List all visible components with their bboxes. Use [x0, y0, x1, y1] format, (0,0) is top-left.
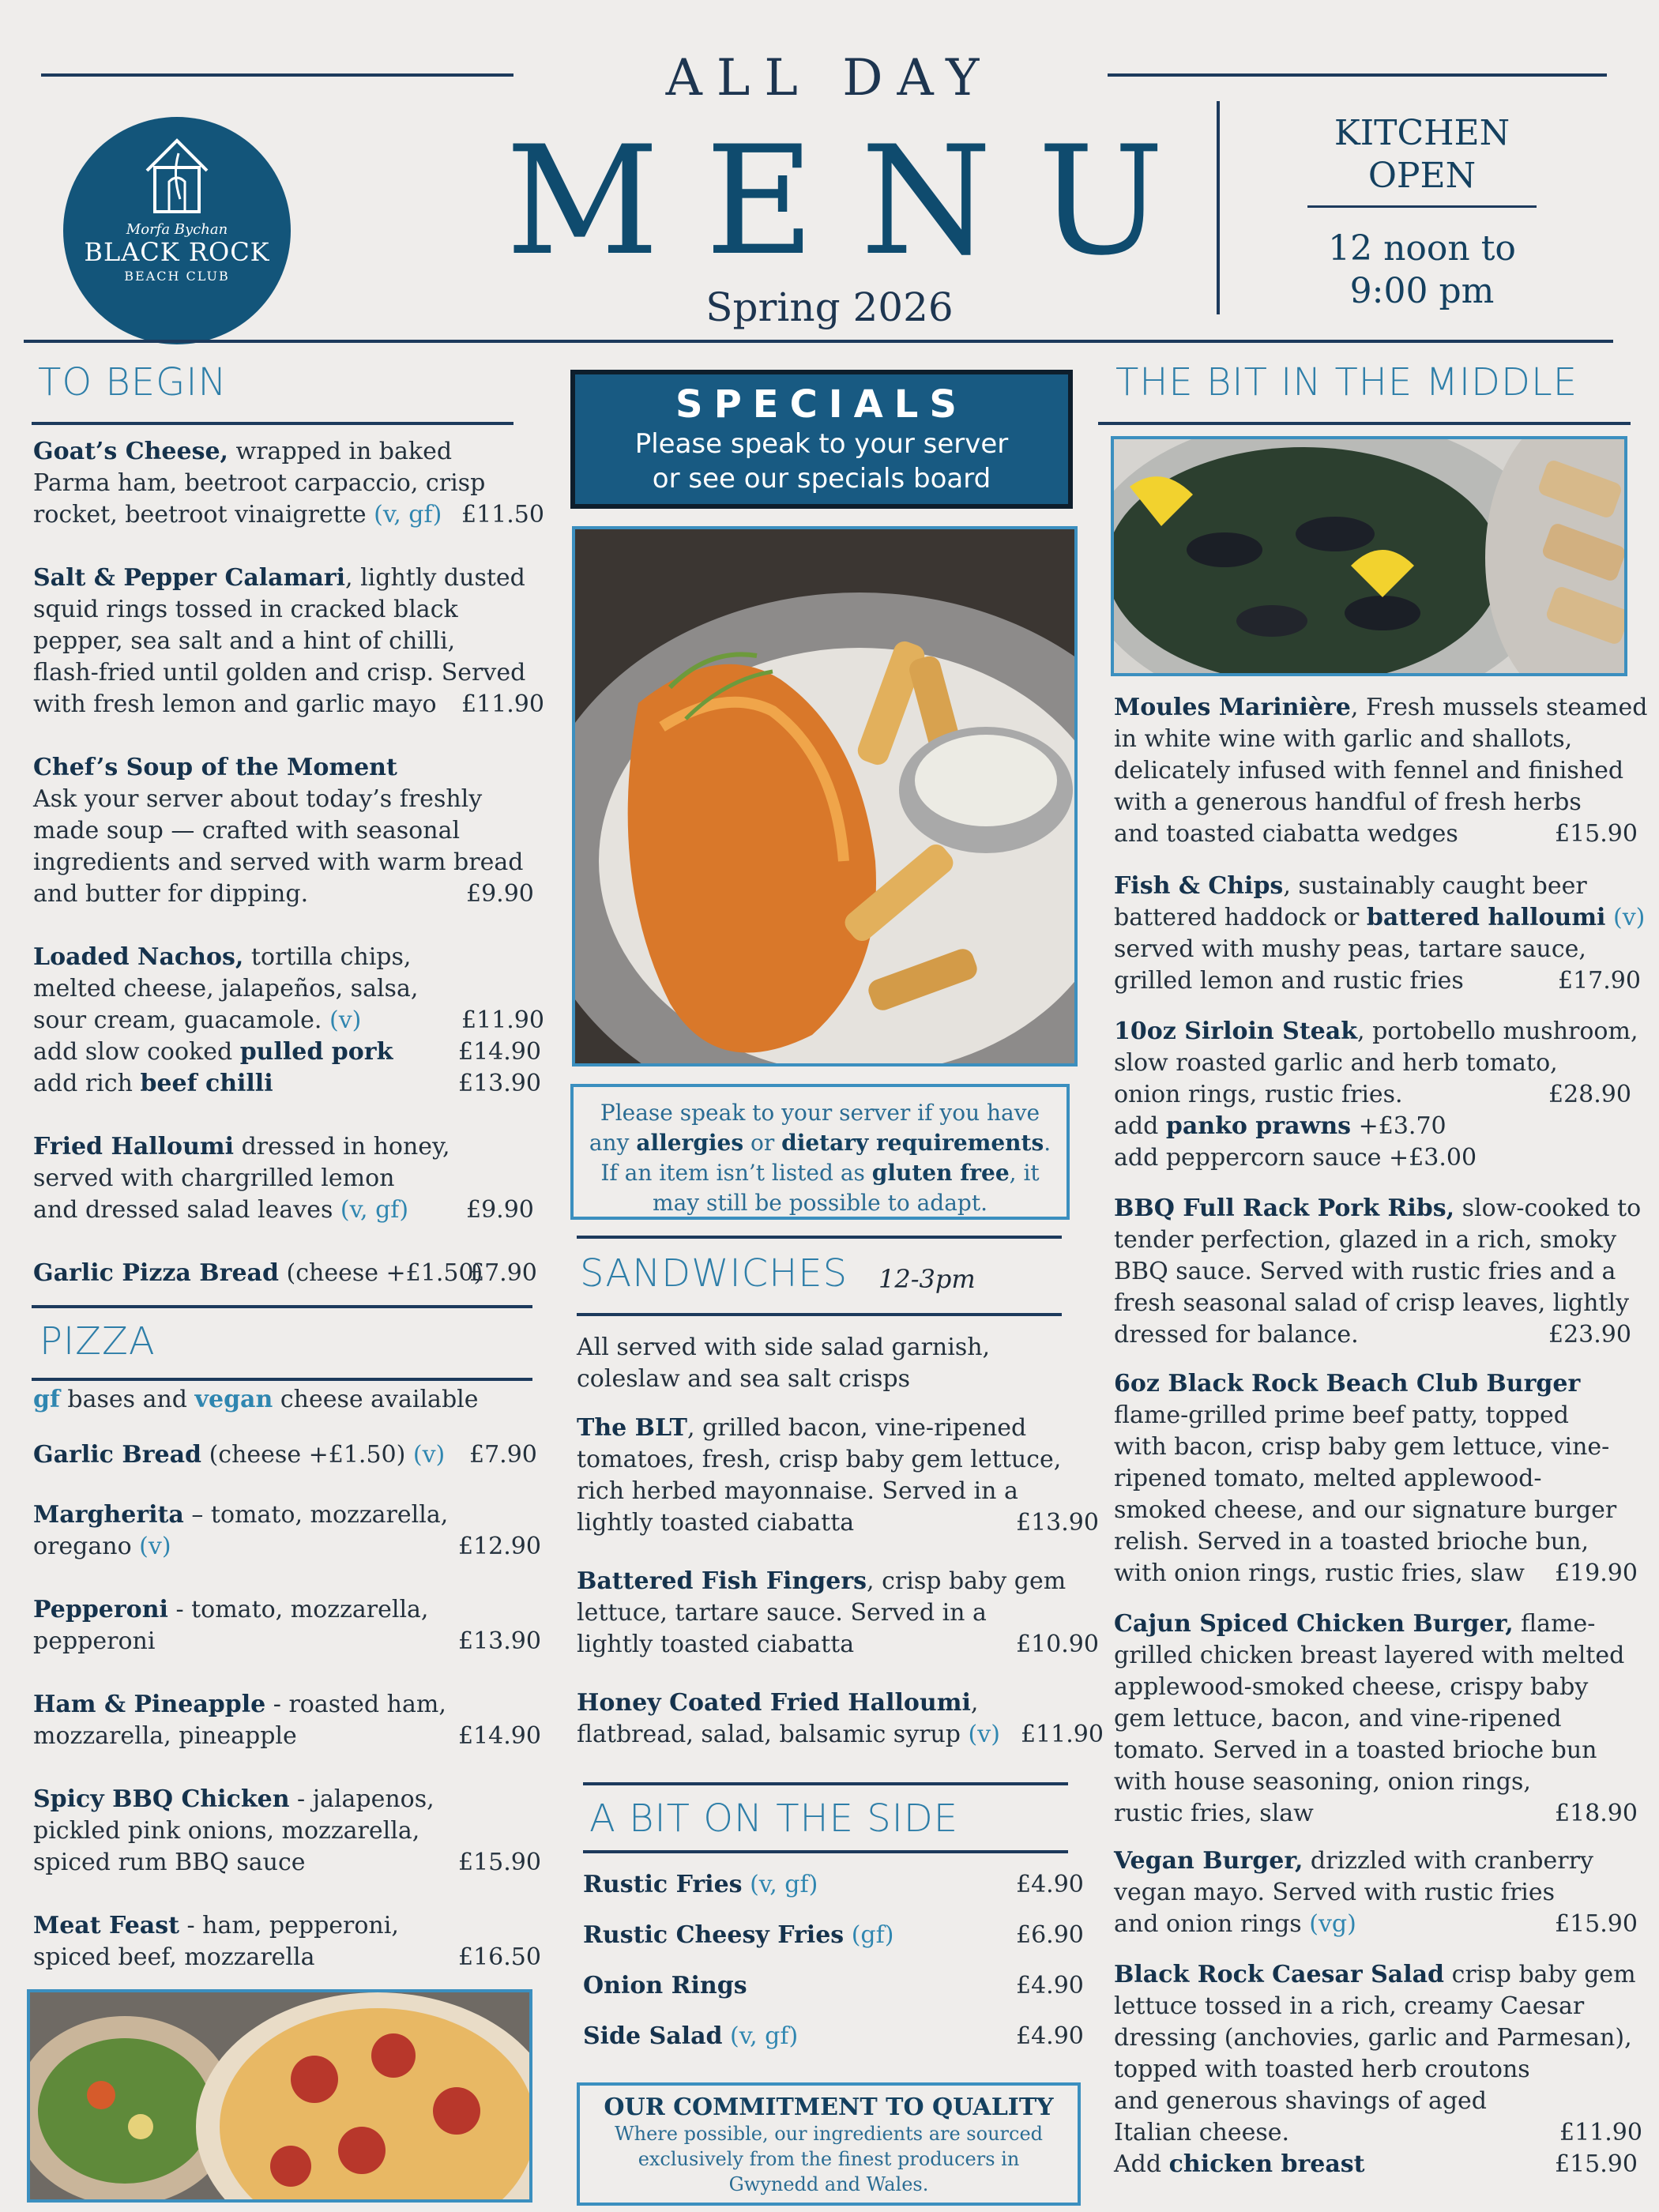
- specials-line-1: Please speak to your server: [634, 428, 1009, 460]
- header-bottom-rule: [24, 340, 1613, 343]
- diet-tag: (v, gf): [742, 1871, 818, 1898]
- price: £15.90: [1555, 820, 1638, 848]
- menu-item-soup: Chef’s Soup of the Moment Ask your server about today’s freshly made soup — crafted with seasonal ingredients and served with warm bread and butter for dipping. £9.90: [33, 752, 555, 910]
- side-name: Rustic Cheesy Fries: [583, 1921, 845, 1949]
- diet-tag: (v, gf): [374, 501, 442, 529]
- diet-tag: (v): [968, 1721, 1000, 1748]
- price: £19.90: [1555, 1559, 1638, 1587]
- price: £12.90: [458, 1533, 541, 1560]
- logo-sub: BEACH CLUB: [124, 269, 230, 284]
- price: £13.90: [1016, 1509, 1099, 1537]
- kitchen-line-2: OPEN: [1367, 156, 1477, 196]
- side-item: [583, 1869, 1089, 1920]
- price: £14.90: [458, 1038, 541, 1066]
- side-name: Rustic Fries: [583, 1871, 743, 1898]
- sides-top-rule: [583, 1782, 1068, 1785]
- sides-list: [583, 1869, 1089, 2071]
- diet-tag: (v): [139, 1533, 171, 1560]
- menu-item-pork-ribs: BBQ Full Rack Pork Ribs, slow-cooked to tender perfection, glazed in a rich, smoky BBQ sauce. Served with rustic fries and a fresh seasonal salad of crisp leaves, lightly dressed for balance. £23.90: [1114, 1193, 1659, 1351]
- menu-item-garlic-pizza-bread: Garlic Pizza Bread (cheese +£1.50) £7.90: [33, 1258, 555, 1289]
- menu-item-pepperoni: Pepperoni - tomato, mozzarella, pepperoni £13.90: [33, 1594, 555, 1657]
- menu-item-goats-cheese: Goat’s Cheese, wrapped in baked Parma ham, beetroot carpaccio, crisp rocket, beetroot vinaigrette (v, gf) £11.50: [33, 436, 539, 531]
- diet-tag: (gf): [844, 1921, 894, 1949]
- price: £15.90: [458, 1849, 541, 1876]
- specials-box: [570, 370, 1073, 509]
- menu-item-fish-fingers: Battered Fish Fingers, crisp baby gem lettuce, tartare sauce. Served in a lightly toasted ciabatta £10.90: [577, 1566, 1098, 1661]
- price: £10.90: [1016, 1631, 1099, 1658]
- price: £15.90: [1555, 2150, 1638, 2178]
- menu-item-vegan-burger: Vegan Burger, drizzled with cranberry vegan mayo. Served with rustic fries and onion rings (vg) £15.90: [1114, 1845, 1659, 1940]
- menu-heading: MENU: [506, 114, 1210, 288]
- allergy-notice: Please speak to your server if you have any allergies or dietary requirements. If an item isn’t listed as gluten free, it may still be possible to adapt.: [570, 1084, 1070, 1220]
- price: £11.50: [461, 501, 544, 529]
- kitchen-rule: [1307, 205, 1537, 208]
- menu-item-margherita: Margherita – tomato, mozzarella, oregano (v) £12.90: [33, 1499, 555, 1563]
- fish-and-chips-image: [575, 529, 1078, 1066]
- diet-tag: (v, gf): [722, 2022, 799, 2050]
- pizza-top-rule: [32, 1305, 532, 1308]
- price: £6.90: [1016, 1921, 1084, 1949]
- price: £16.50: [458, 1943, 541, 1971]
- price: £9.90: [466, 1196, 534, 1224]
- header-rule-left: [41, 73, 514, 77]
- logo-script: Morfa Bychan: [126, 221, 228, 238]
- pizza-photo: [27, 1989, 532, 2203]
- mussels-photo: [1111, 436, 1627, 676]
- price: £17.90: [1558, 967, 1641, 995]
- pizza-rule: [32, 1378, 532, 1381]
- menu-item-garlic-bread: Garlic Bread (cheese +£1.50) (v) £7.90: [33, 1439, 555, 1471]
- price: £13.90: [458, 1627, 541, 1655]
- menu-item-fish-and-chips: Fish & Chips, sustainably caught beer battered haddock or battered halloumi (v) served with mushy peas, tartare sauce, grilled lemon and rustic fries £17.90: [1114, 871, 1659, 997]
- black-rock-logo: [63, 117, 291, 344]
- pizza-note: gf bases and vegan cheese available: [33, 1386, 479, 1413]
- price: £28.90: [1548, 1081, 1631, 1108]
- to-begin-title: TO BEGIN: [38, 360, 228, 404]
- logo-name: BLACK ROCK: [84, 237, 270, 267]
- kitchen-hours-2: 9:00 pm: [1349, 271, 1495, 311]
- menu-item-beach-club-burger: 6oz Black Rock Beach Club Burger flame-grilled prime beef patty, topped with bacon, crisp baby gem lettuce, vine- ripened tomato, melted applewood- smoked cheese, and our signature burger relish. Served in a toasted brioche bun, with onion rings, rustic fries, slaw £19.90: [1114, 1368, 1659, 1589]
- specials-title: SPECIALS: [675, 382, 968, 427]
- season-label: Spring 2026: [705, 284, 954, 330]
- side-item: [583, 1920, 1089, 1970]
- sandwiches-rule: [577, 1313, 1062, 1316]
- commitment-title: OUR COMMITMENT TO QUALITY: [604, 2094, 1054, 2121]
- sides-title: A BIT ON THE SIDE: [589, 1796, 959, 1841]
- menu-item-caesar-salad: Black Rock Caesar Salad crisp baby gem lettuce tossed in a rich, creamy Caesar dressing (anchovies, garlic and Parmesan), topped with toasted herb croutons and generous shavings of aged Italian cheese. £11.90 Add chicken breast £15.90: [1114, 1959, 1659, 2180]
- menu-item-blt: The BLT, grilled bacon, vine-ripened tomatoes, fresh, crisp baby gem lettuce, rich herbed mayonnaise. Served in a lightly toasted ciabatta £13.90: [577, 1413, 1098, 1539]
- pizza-image: [30, 1992, 532, 2203]
- menu-item-calamari: Salt & Pepper Calamari, lightly dusted squid rings tossed in cracked black pepper, sea salt and a hint of chilli, flash-fried until golden and crisp. Served with fresh lemon and garlic mayo £11.90: [33, 562, 555, 720]
- price: £4.90: [1016, 1972, 1084, 1999]
- menu-item-honey-halloumi: Honey Coated Fried Halloumi, flatbread, salad, balsamic syrup (v) £11.90: [577, 1687, 1098, 1751]
- kitchen-hours-1: 12 noon to: [1328, 228, 1516, 269]
- menu-item-nachos: Loaded Nachos, tortilla chips, melted cheese, jalapeños, salsa, sour cream, guacamole. (v) £11.90 add slow cooked pulled pork £14.90 add rich beef chilli £13.90: [33, 942, 555, 1100]
- menu-item-sirloin-steak: 10oz Sirloin Steak, portobello mushroom, slow roasted garlic and herb tomato, onion rings, rustic fries. £28.90 add panko prawns +£3.70 add peppercorn sauce +£3.00: [1114, 1018, 1638, 1172]
- diet-tag: (vg): [1309, 1910, 1356, 1938]
- diet-tag: (v): [1605, 904, 1646, 931]
- diet-tag: (v, gf): [340, 1196, 409, 1224]
- sandwiches-note: All served with side salad garnish, coleslaw and sea salt crisps: [577, 1334, 991, 1393]
- all-day-heading: ALL DAY: [665, 49, 994, 107]
- price: £23.90: [1548, 1321, 1631, 1349]
- pizza-title: PIZZA: [40, 1319, 156, 1364]
- side-name: Onion Rings: [583, 1972, 747, 1999]
- price: £4.90: [1016, 2022, 1084, 2050]
- fish-and-chips-photo: [572, 526, 1078, 1066]
- middle-rule: [1098, 422, 1631, 425]
- sandwiches-time: 12-3pm: [878, 1264, 976, 1294]
- quality-commitment-box: OUR COMMITMENT TO QUALITY Where possible, our ingredients are sourced exclusively from the finest producers in Gwynedd and Wales.: [577, 2082, 1081, 2206]
- price: £7.90: [469, 1259, 537, 1287]
- price: £15.90: [1555, 1910, 1638, 1938]
- menu-item-moules: Moules Marinière, Fresh mussels steamed in white wine with garlic and shallots, delicately infused with fennel and finished with a generous handful of fresh herbs and toasted ciabatta wedges £15.90: [1114, 692, 1659, 850]
- price: £18.90: [1555, 1800, 1638, 1827]
- diet-tag: (v): [412, 1441, 446, 1469]
- specials-line-2: or see our specials board: [652, 463, 991, 495]
- menu-item-ham-pineapple: Ham & Pineapple - roasted ham, mozzarella, pineapple £14.90: [33, 1689, 555, 1752]
- to-begin-rule: [32, 422, 514, 425]
- menu-item-fried-halloumi: Fried Halloumi dressed in honey, served with chargrilled lemon and dressed salad leaves (v, gf) £9.90: [33, 1131, 555, 1226]
- menu-item-cajun-chicken-burger: Cajun Spiced Chicken Burger, flame- grilled chicken breast layered with melted applewood-smoked cheese, crispy baby gem lettuce, bacon, and vine-ripened tomato. Served in a toasted brioche bun with house seasoning, onion rings, rustic fries, slaw £18.90: [1114, 1608, 1659, 1830]
- sides-rule: [583, 1850, 1068, 1853]
- price: £11.90: [1021, 1721, 1104, 1748]
- side-item: [583, 2021, 1089, 2071]
- kitchen-line-1: KITCHEN: [1334, 113, 1510, 153]
- side-name: Side Salad: [583, 2022, 723, 2050]
- price: £11.90: [1559, 2119, 1642, 2146]
- price: £7.90: [469, 1441, 537, 1469]
- sandwiches-top-rule: [577, 1236, 1062, 1239]
- kitchen-divider: [1217, 101, 1220, 314]
- diet-tag: (v): [329, 1006, 362, 1034]
- header-rule-right: [1108, 73, 1607, 77]
- price: £13.90: [458, 1070, 541, 1097]
- side-item: [583, 1970, 1089, 2021]
- price: £4.90: [1016, 1871, 1084, 1898]
- price: £11.90: [461, 1006, 544, 1034]
- menu-item-meat-feast: Meat Feast - ham, pepperoni, spiced beef, mozzarella £16.50: [33, 1910, 555, 1973]
- beach-hut-icon: [142, 136, 212, 215]
- price: £14.90: [458, 1722, 541, 1750]
- sandwiches-title: SANDWICHES: [580, 1251, 848, 1296]
- menu-item-spicy-bbq-chicken: Spicy BBQ Chicken - jalapenos, pickled pink onions, mozzarella, spiced rum BBQ sauce £15.90: [33, 1784, 555, 1879]
- mussels-image: [1114, 439, 1627, 676]
- middle-title: THE BIT IN THE MIDDLE: [1115, 360, 1578, 404]
- price: £11.90: [461, 690, 544, 718]
- price: £9.90: [466, 880, 534, 908]
